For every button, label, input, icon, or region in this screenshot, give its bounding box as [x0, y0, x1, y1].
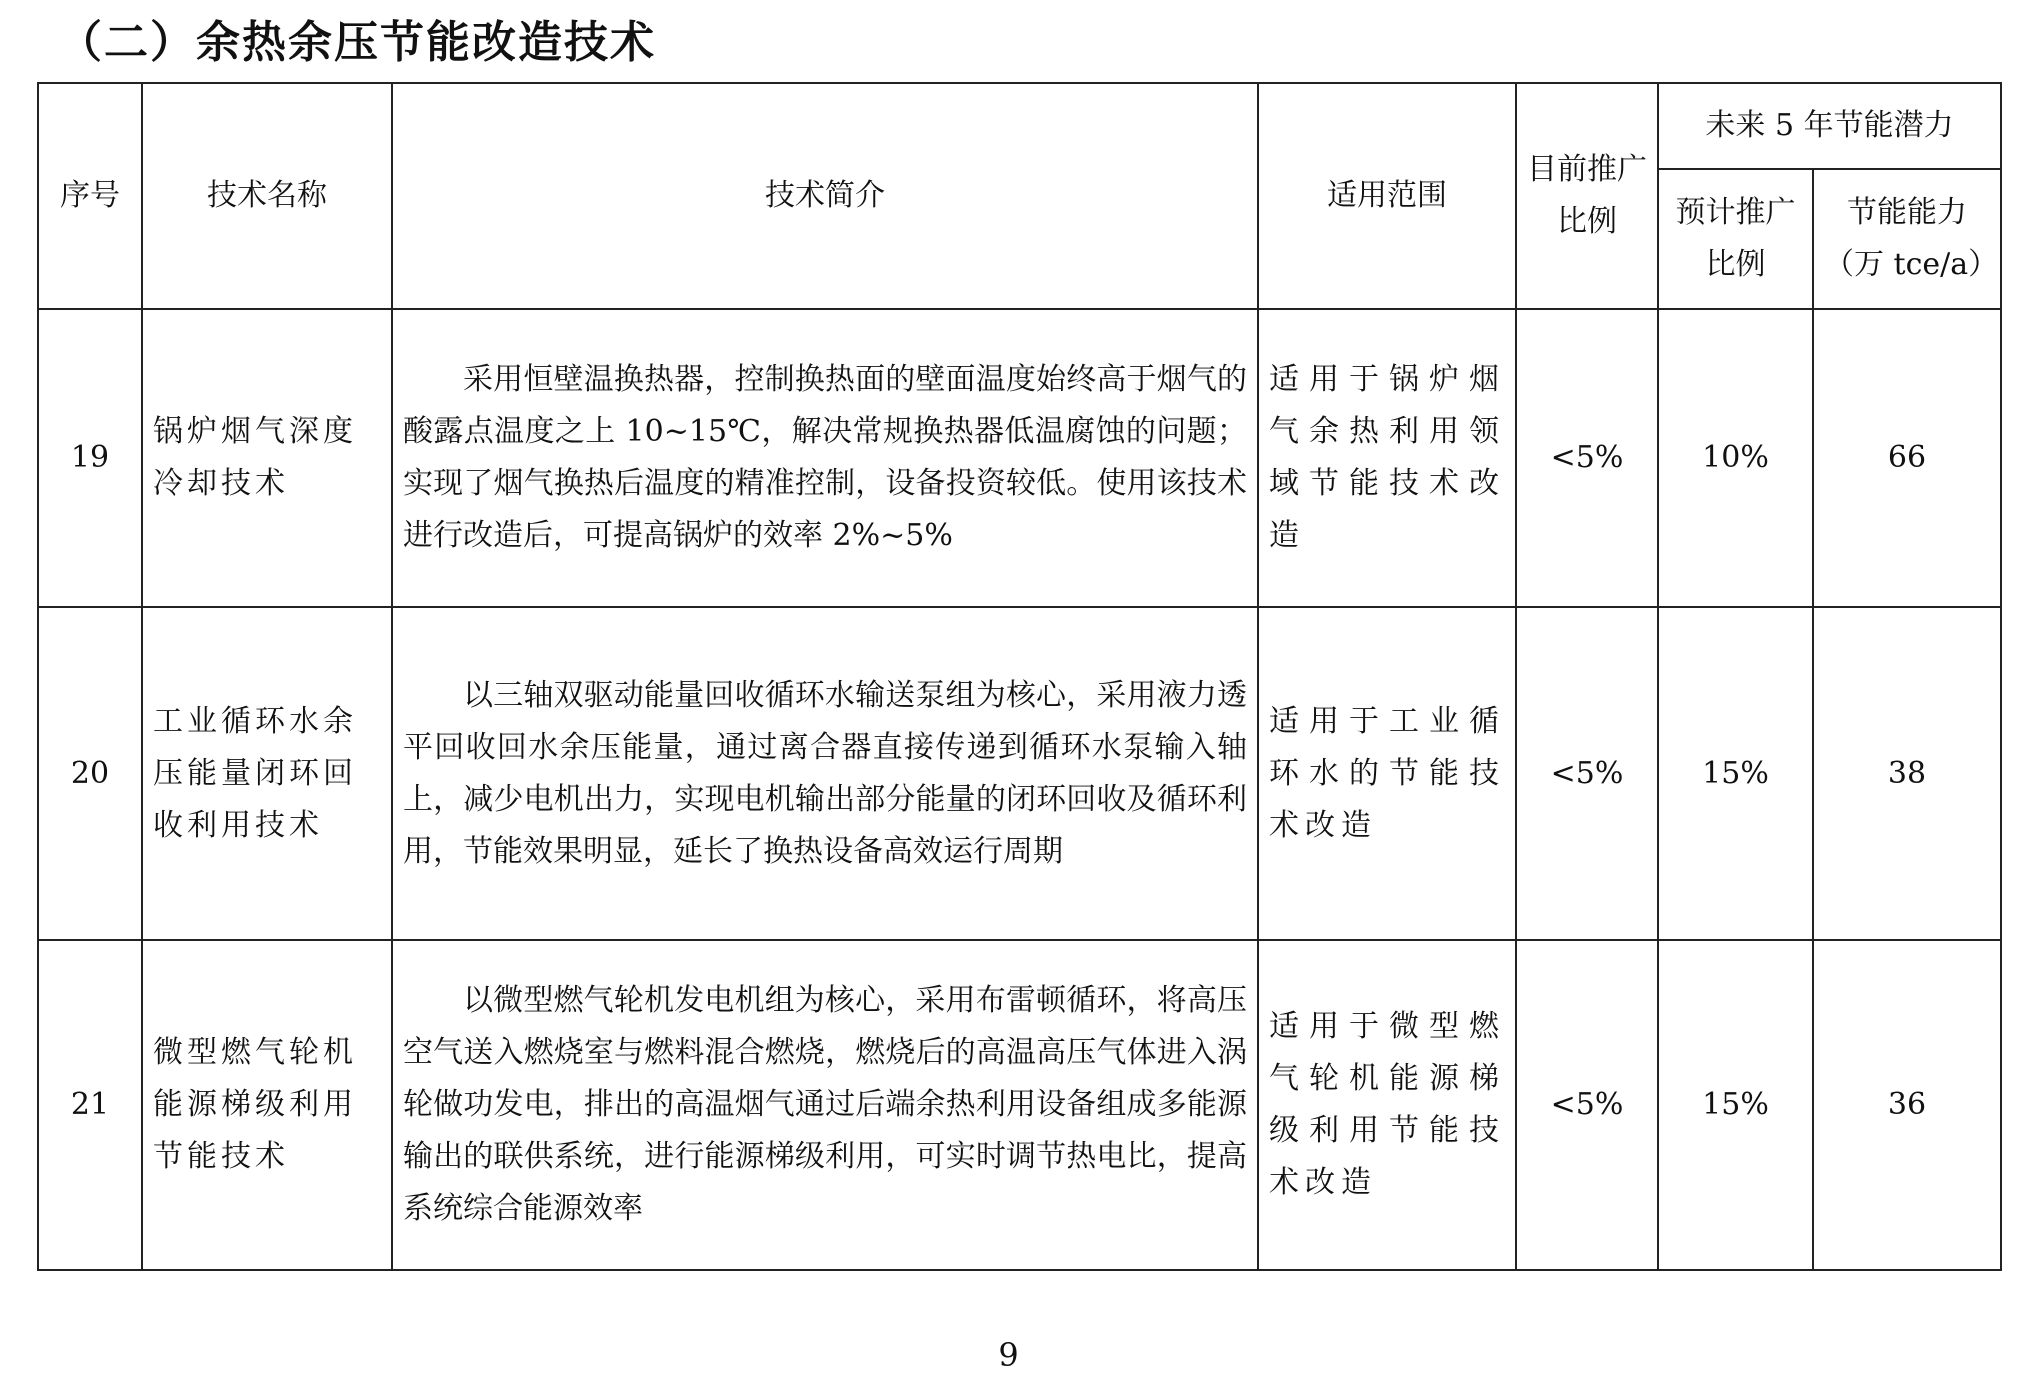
- table-row: [38, 940, 2001, 1270]
- row-scope: 适用于工业循环水的节能技术改造: [1258, 607, 1516, 940]
- row-name: 锅炉烟气深度冷却技术: [142, 309, 392, 607]
- row-index: 20: [38, 607, 142, 940]
- row-current-ratio: <5%: [1516, 309, 1658, 607]
- row-name: 工业循环水余压能量闭环回收利用技术: [142, 607, 392, 940]
- row-capacity: 36: [1813, 940, 2001, 1270]
- header-potential-group: 未来 5 年节能潜力: [1658, 83, 2001, 169]
- header-intro: 技术简介: [392, 83, 1258, 309]
- row-scope: 适用于微型燃气轮机能源梯级利用节能技术改造: [1258, 940, 1516, 1270]
- row-intro: 以三轴双驱动能量回收循环水输送泵组为核心，采用液力透平回收回水余压能量，通过离合器直接传递到循环水泵输入轴上，减少电机出力，实现电机输出部分能量的闭环回收及循环利用，节能效果明显，延长了换热设备高效运行周期: [392, 607, 1258, 940]
- row-index: 19: [38, 309, 142, 607]
- row-name: 微型燃气轮机能源梯级利用节能技术: [142, 940, 392, 1270]
- header-name: 技术名称: [142, 83, 392, 309]
- row-intro: 以微型燃气轮机发电机组为核心，采用布雷顿循环，将高压空气送入燃烧室与燃料混合燃烧，燃烧后的高温高压气体进入涡轮做功发电，排出的高温烟气通过后端余热利用设备组成多能源输出的联供系统，进行能源梯级利用，可实时调节热电比，提高系统综合能源效率: [392, 940, 1258, 1270]
- section-heading: （二）余热余压节能改造技术: [58, 17, 656, 68]
- row-expected-ratio: 15%: [1658, 940, 1813, 1270]
- header-capacity: 节能能力（万 tce/a）: [1813, 169, 2001, 309]
- header-index: 序号: [38, 83, 142, 309]
- table-row: [38, 607, 2001, 940]
- row-intro: 采用恒壁温换热器，控制换热面的壁面温度始终高于烟气的酸露点温度之上 10~15℃，解决常规换热器低温腐蚀的问题；实现了烟气换热后温度的精准控制，设备投资较低。使用该技术进行改造后，可提高锅炉的效率 2%~5%: [392, 309, 1258, 607]
- row-capacity: 38: [1813, 607, 2001, 940]
- row-scope: 适用于锅炉烟气余热利用领域节能技术改造: [1258, 309, 1516, 607]
- row-expected-ratio: 15%: [1658, 607, 1813, 940]
- page-number: 9: [998, 1336, 1019, 1374]
- header-current-ratio: 目前推广比例: [1516, 83, 1658, 309]
- row-index: 21: [38, 940, 142, 1270]
- row-current-ratio: <5%: [1516, 607, 1658, 940]
- row-current-ratio: <5%: [1516, 940, 1658, 1270]
- row-capacity: 66: [1813, 309, 2001, 607]
- header-scope: 适用范围: [1258, 83, 1516, 309]
- table-row: [38, 309, 2001, 607]
- technology-table: [37, 82, 2002, 1271]
- row-expected-ratio: 10%: [1658, 309, 1813, 607]
- header-expected-ratio: 预计推广比例: [1658, 169, 1813, 309]
